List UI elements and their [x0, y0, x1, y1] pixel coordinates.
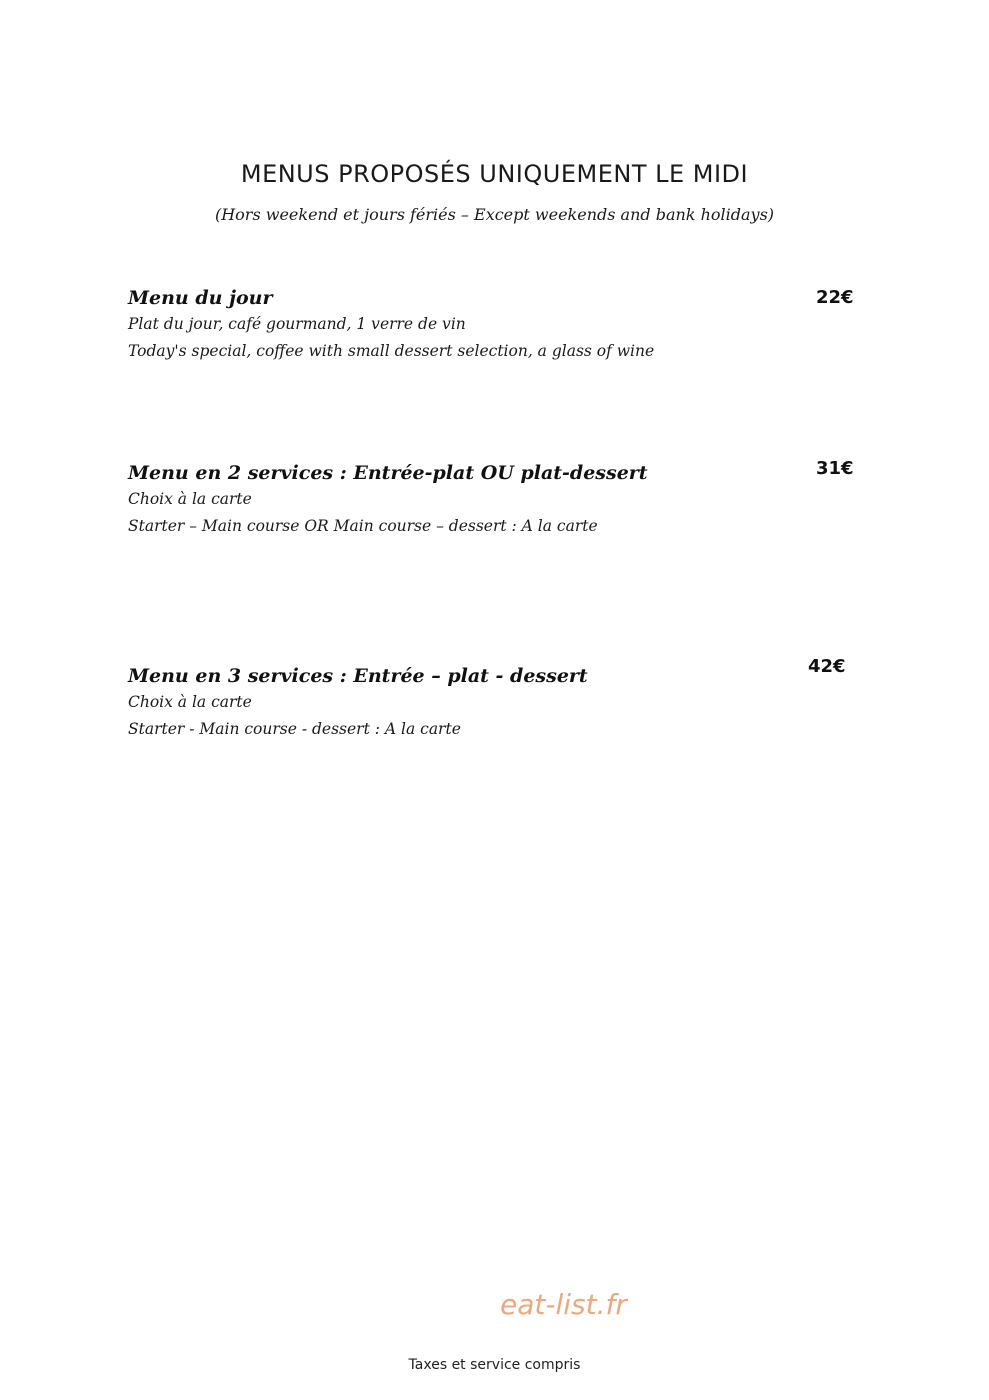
menu-name: Menu du jour [128, 287, 273, 309]
menu-description-en: Starter – Main course OR Main course – dessert : A la carte [128, 517, 598, 535]
menu-item-jour [128, 285, 868, 365]
menu-description-en: Today's special, coffee with small dessert selection, a glass of wine [128, 342, 655, 360]
page-subtitle: (Hors weekend et jours fériés – Except weekends and bank holidays) [214, 205, 775, 224]
menu-item-3-services [128, 663, 868, 743]
menu-description-en: Starter - Main course - dessert : A la carte [128, 720, 461, 738]
menu-price: 31€ [816, 458, 854, 479]
menu-description-fr: Choix à la carte [128, 693, 252, 711]
menu-description-fr: Plat du jour, café gourmand, 1 verre de vin [128, 315, 466, 333]
menu-name: Menu en 2 services : Entrée-plat OU plat-dessert [128, 462, 648, 484]
page-title: MENUS PROPOSÉS UNIQUEMENT LE MIDI [240, 160, 749, 188]
menu-item-2-services [128, 460, 868, 540]
menu-description-fr: Choix à la carte [128, 490, 252, 508]
menu-name: Menu en 3 services : Entrée – plat - dessert [128, 665, 588, 687]
menu-price: 42€ [808, 656, 846, 677]
footer-note: Taxes et service compris [408, 1357, 581, 1373]
menu-price: 22€ [816, 287, 854, 308]
watermark: eat-list.fr [500, 1288, 627, 1321]
